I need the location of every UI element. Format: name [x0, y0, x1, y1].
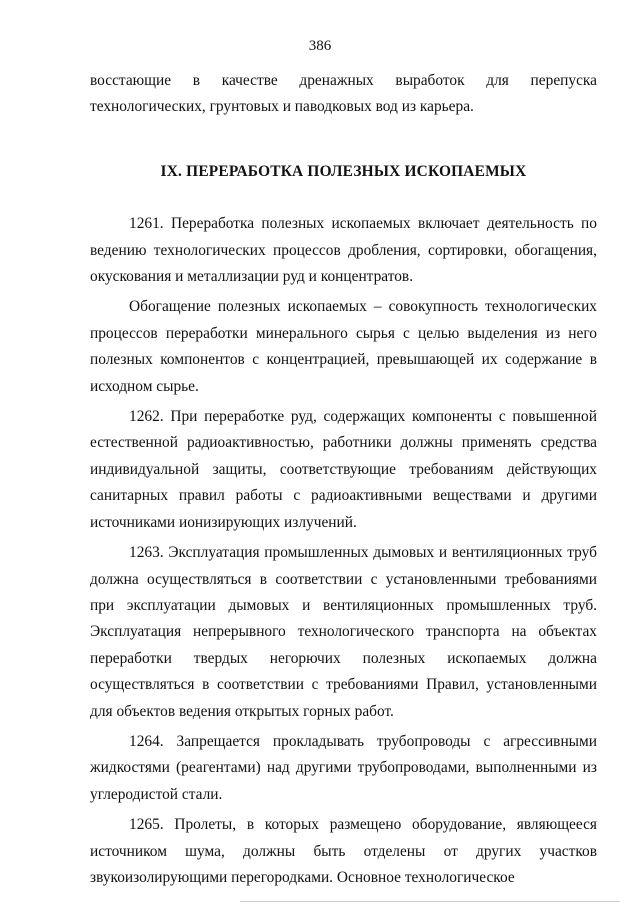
- page-number: 386: [308, 38, 332, 54]
- paragraph-1261: 1261. Переработка полезных ископаемых включает деятельность по ведению технологических процессов дробления, сортировки, обогащения, окускования и металлизации руд и концентратов.: [90, 215, 597, 286]
- paragraph-1265: 1265. Пролеты, в которых размещено оборудование, являющееся источником шума, должны быть отделены от других участков звукоизолирующими перегородками. Основное технологическое: [90, 816, 597, 886]
- section-heading: IX. ПЕРЕРАБОТКА ПОЛЕЗНЫХ ИСКОПАЕМЫХ: [160, 162, 527, 180]
- paragraph-enrichment-definition: Обогащение полезных ископаемых – совокупность технологических процессов переработки минерального сырья с целью выделения из него полезных компонентов с концентрацией, превышающей их содержание в исходном сырье.: [90, 298, 597, 395]
- continuation-paragraph: восстающие в качестве дренажных выработок для перепуска технологических, грунтовых и паводковых вод из карьера.: [90, 72, 597, 116]
- paragraph-1264: 1264. Запрещается прокладывать трубопроводы с агрессивными жидкостями (реагентами) над другими трубопроводами, выполненными из углеродистой стали.: [90, 732, 597, 803]
- paragraph-1263: 1263. Эксплуатация промышленных дымовых и вентиляционных труб должна осуществляться в соответствии с установленными требованиями при эксплуатации дымовых и вентиляционных промышленных труб. Эксплуатация непрерывного технологического транспорта на объектах переработки твердых негорючих полезных ископаемых должна осуществляться в соответствии с требованиями Правил, установленными для объектов ведения открытых горных работ.: [90, 544, 597, 720]
- paragraph-1262: 1262. При переработке руд, содержащих компоненты с повышенной естественной радиоактивностью, работники должны применять средства индивидуальной защиты, соответствующие требованиям действующих санитарных правил работы с радиоактивными веществами и другими источниками ионизирующих излучений.: [90, 408, 597, 531]
- scan-edge-line: [240, 901, 620, 902]
- document-body: [90, 68, 597, 891]
